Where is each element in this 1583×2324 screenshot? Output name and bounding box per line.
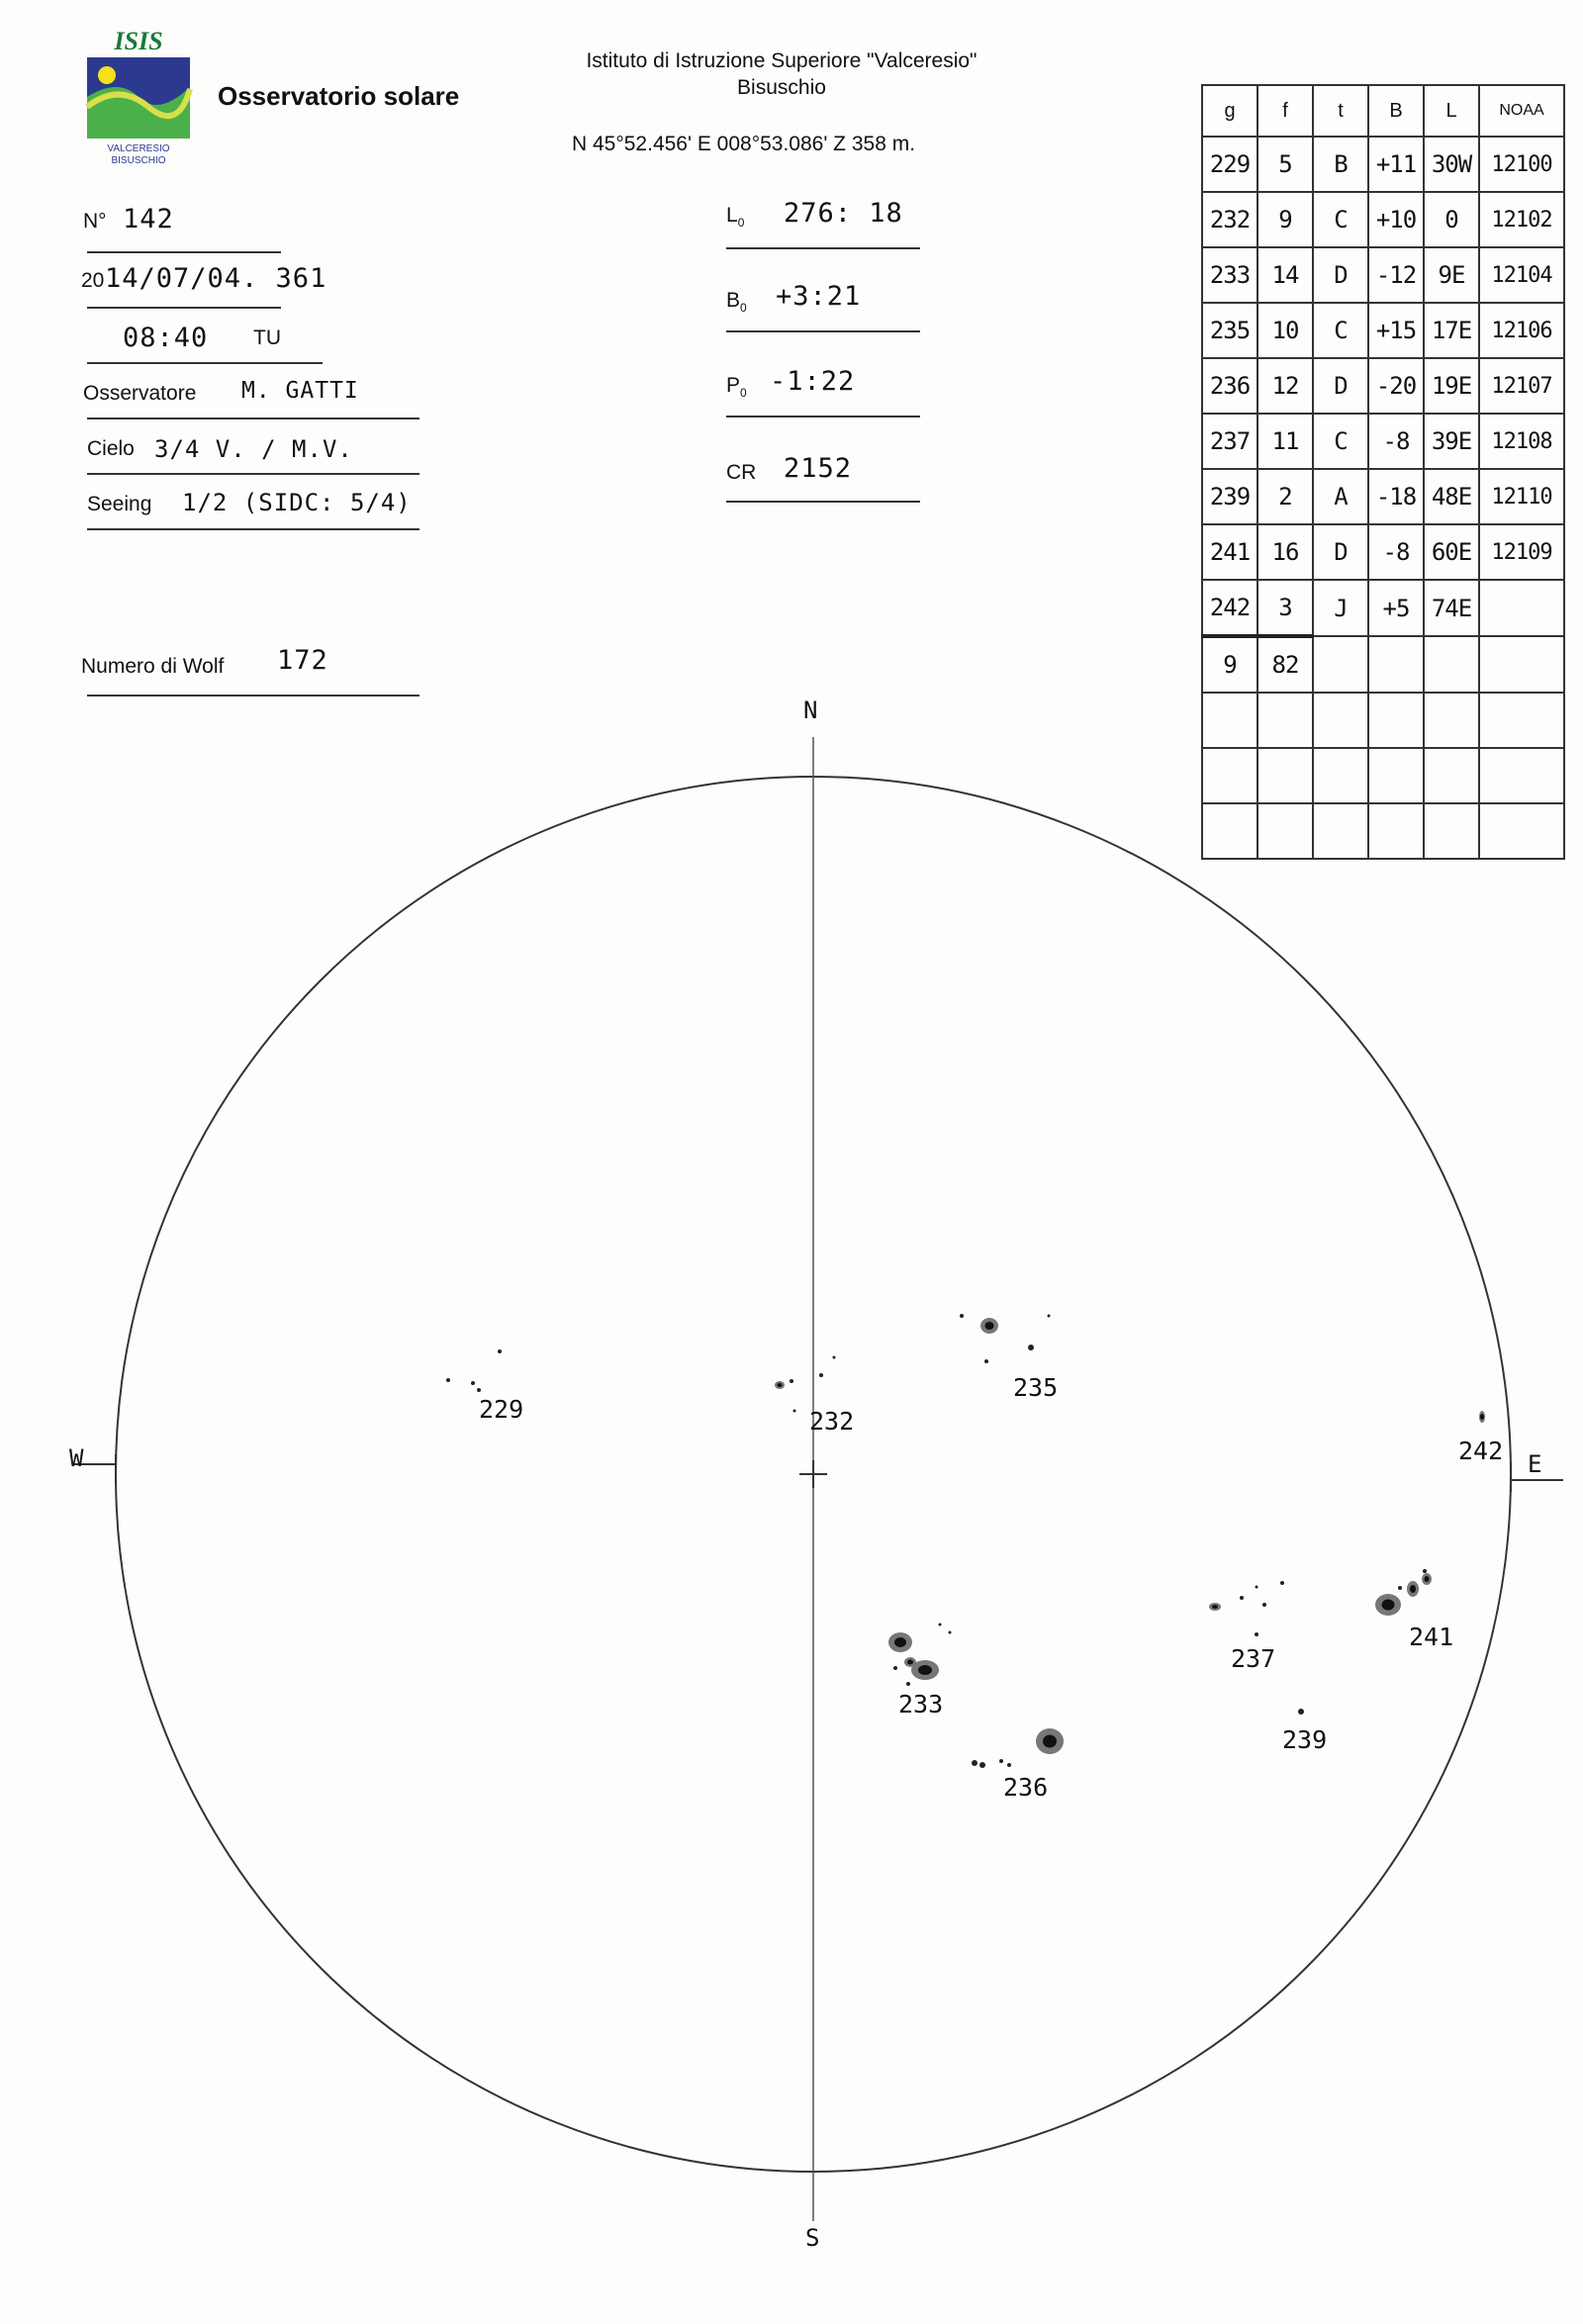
sunspot-pore (790, 1379, 793, 1383)
group-label-233: 233 (898, 1690, 944, 1719)
number-value: 142 (123, 204, 174, 234)
table-cell: 3 (1257, 580, 1313, 636)
table-cell: -8 (1368, 414, 1424, 469)
observer-value: M. GATTI (241, 378, 359, 404)
group-label-242: 242 (1458, 1437, 1504, 1465)
institute-line-1: Istituto di Istruzione Superiore "Valceresio" (586, 49, 978, 72)
table-cell: 235 (1202, 303, 1257, 358)
table-cell: 74E (1424, 580, 1479, 636)
table-cell: 14 (1257, 247, 1313, 303)
table-cell: -20 (1368, 358, 1424, 414)
table-cell: 2 (1257, 469, 1313, 524)
group-label-235: 235 (1013, 1373, 1059, 1402)
p0-value: -1:22 (770, 366, 856, 397)
sunspot-pore (999, 1759, 1003, 1763)
group-label-236: 236 (1003, 1773, 1049, 1802)
observer-label: Osservatore (83, 382, 197, 405)
time-value: 08:40 (123, 323, 209, 353)
header-b: B (1368, 85, 1424, 137)
group-label-229: 229 (479, 1395, 524, 1424)
seeing-label: Seeing (87, 493, 152, 515)
group-label-241: 241 (1409, 1623, 1454, 1651)
table-cell: 233 (1202, 247, 1257, 303)
east-label: E (1528, 1450, 1542, 1478)
table-cell: 82 (1257, 636, 1313, 693)
group-label-239: 239 (1282, 1725, 1328, 1754)
logo-lettering: ISIS (114, 28, 163, 55)
b0-value: +3:21 (776, 281, 862, 312)
sunspot-pore (893, 1666, 897, 1670)
sunspot-pore (972, 1760, 978, 1766)
table-cell: 9 (1202, 636, 1257, 693)
sunspot-pore (1255, 1632, 1258, 1636)
table-cell: -8 (1368, 524, 1424, 580)
sunspot-pore (1256, 1586, 1258, 1589)
l0-label: $L_0$ (726, 204, 745, 231)
table-cell: 12107 (1479, 358, 1564, 414)
svg-text:VALCERESIO: VALCERESIO (107, 143, 170, 154)
sunspot-umbra (778, 1383, 783, 1387)
wolf-number-label: Numero di Wolf (81, 655, 225, 678)
table-cell: 11 (1257, 414, 1313, 469)
sunspot-pore (949, 1631, 952, 1634)
sunspot-pore (1298, 1709, 1304, 1715)
table-cell: 237 (1202, 414, 1257, 469)
sky-value: 3/4 V. / M.V. (154, 435, 353, 463)
south-label: S (805, 2224, 820, 2252)
sunspot-umbra (1382, 1600, 1395, 1611)
seeing-value: 1/2 (SIDC: 5/4) (182, 489, 412, 516)
svg-text:BISUSCHIO: BISUSCHIO (111, 155, 166, 166)
table-cell: B (1313, 137, 1368, 192)
sunspot-pore (498, 1349, 502, 1353)
table-cell: 12106 (1479, 303, 1564, 358)
table-cell: 12100 (1479, 137, 1564, 192)
cr-label: CR (726, 461, 757, 484)
header-t: t (1313, 85, 1368, 137)
header-l: L (1424, 85, 1479, 137)
b0-label: $B_0$ (726, 289, 747, 316)
table-cell: +10 (1368, 192, 1424, 247)
sunspot-pore (471, 1381, 475, 1385)
sunspot-pore (1007, 1763, 1011, 1767)
table-cell: 12104 (1479, 247, 1564, 303)
sunspot-umbra (907, 1660, 913, 1665)
table-cell: 12110 (1479, 469, 1564, 524)
observatory-coordinates: N 45°52.456' E 008°53.086' Z 358 m. (572, 133, 916, 155)
institute-line-2: Bisuschio (737, 76, 826, 99)
sunspot-umbra (1425, 1576, 1430, 1582)
table-cell: 236 (1202, 358, 1257, 414)
table-cell: 12 (1257, 358, 1313, 414)
table-cell: 48E (1424, 469, 1479, 524)
sunspot-pore (1240, 1596, 1244, 1600)
observatory-title: Osservatorio solare (218, 81, 460, 111)
l0-value: 276: 18 (784, 198, 903, 229)
sunspot-pore (446, 1378, 450, 1382)
table-cell: 16 (1257, 524, 1313, 580)
table-cell: +11 (1368, 137, 1424, 192)
table-cell: 9 (1257, 192, 1313, 247)
wolf-number-value: 172 (277, 645, 328, 676)
table-cell: D (1313, 524, 1368, 580)
table-cell: 17E (1424, 303, 1479, 358)
time-unit: TU (253, 326, 281, 349)
table-cell: 241 (1202, 524, 1257, 580)
sunspot-umbra (1043, 1735, 1057, 1748)
table-cell: 12102 (1479, 192, 1564, 247)
sunspot-umbra (1410, 1585, 1416, 1593)
sunspot-pore (1423, 1569, 1427, 1573)
sunspots (446, 1314, 1485, 1768)
table-cell: 9E (1424, 247, 1479, 303)
sunspot-umbra (894, 1637, 906, 1647)
table-cell: 10 (1257, 303, 1313, 358)
table-cell: 239 (1202, 469, 1257, 524)
p0-label: $P_0$ (726, 374, 747, 401)
sunspot-pore (906, 1682, 910, 1686)
sunspot-pore (833, 1356, 836, 1359)
table-cell: D (1313, 247, 1368, 303)
group-label-237: 237 (1231, 1644, 1276, 1673)
sunspot-umbra (1480, 1414, 1484, 1420)
table-cell: 30W (1424, 137, 1479, 192)
header-f: f (1257, 85, 1313, 137)
table-cell: 0 (1424, 192, 1479, 247)
date-prefix: 20 (81, 269, 105, 292)
table-cell: -18 (1368, 469, 1424, 524)
table-cell: +15 (1368, 303, 1424, 358)
table-cell: C (1313, 414, 1368, 469)
table-cell: +5 (1368, 580, 1424, 636)
table-cell: 12108 (1479, 414, 1564, 469)
table-cell: 232 (1202, 192, 1257, 247)
table-cell: 60E (1424, 524, 1479, 580)
cr-value: 2152 (784, 453, 853, 484)
number-label: N° (83, 210, 107, 232)
table-cell: 39E (1424, 414, 1479, 469)
table-cell: 12109 (1479, 524, 1564, 580)
sunspot-pore (1398, 1586, 1402, 1590)
date-value: 14/07/04. 361 (105, 263, 327, 294)
table-cell: 19E (1424, 358, 1479, 414)
sunspot-pore (793, 1410, 796, 1413)
sunspot-pore (979, 1762, 985, 1768)
sunspot-pore (984, 1359, 988, 1363)
table-cell: D (1313, 358, 1368, 414)
sunspot-pore (819, 1373, 823, 1377)
table-cell: 229 (1202, 137, 1257, 192)
table-cell: A (1313, 469, 1368, 524)
table-cell: 5 (1257, 137, 1313, 192)
west-label: W (69, 1444, 84, 1472)
header-g: g (1202, 85, 1257, 137)
north-label: N (803, 697, 818, 724)
sunspot-pore (1280, 1581, 1284, 1585)
table-cell: C (1313, 192, 1368, 247)
sunspot-pore (477, 1388, 481, 1392)
sunspot-umbra (985, 1322, 994, 1330)
group-label-232: 232 (809, 1407, 855, 1436)
sunspot-pore (1048, 1315, 1051, 1318)
sunspot-pore (960, 1314, 964, 1318)
sunspot-pore (1028, 1345, 1034, 1350)
header-noaa: NOAA (1479, 85, 1564, 137)
sunspot-pore (939, 1624, 942, 1627)
table-cell: J (1313, 580, 1368, 636)
sunspot-pore (1262, 1603, 1266, 1607)
table-cell: C (1313, 303, 1368, 358)
sunspot-umbra (918, 1665, 932, 1675)
table-cell: -12 (1368, 247, 1424, 303)
sky-label: Cielo (87, 437, 135, 460)
sunspot-umbra (1212, 1605, 1218, 1609)
table-cell: 242 (1202, 580, 1257, 636)
